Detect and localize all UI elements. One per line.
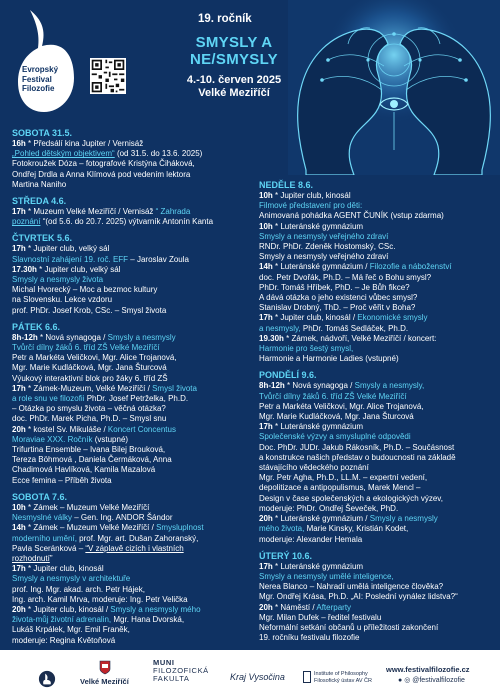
event-title: Smysly a nesmysly, <box>354 381 425 391</box>
event-text: * Luteránské gymnázium / <box>272 514 370 524</box>
program-line <box>12 353 267 363</box>
event-title: Smysly a nesmysly veřejného zdraví <box>259 231 389 241</box>
institute-logo <box>314 671 372 684</box>
program-line <box>259 273 494 283</box>
program-line <box>259 524 494 534</box>
event-time: 17.30h <box>12 264 37 274</box>
event-time: 17h <box>259 313 273 323</box>
program-line <box>12 435 267 445</box>
program-line <box>259 483 494 493</box>
program-line <box>259 514 494 524</box>
program-line <box>12 159 267 169</box>
event-text: Lukáš Krpálek, Mgr. Emil Franěk, <box>12 625 130 635</box>
program-line <box>259 402 494 412</box>
program-line <box>12 564 267 574</box>
faculty-logo <box>153 659 209 683</box>
program-line <box>259 313 494 323</box>
event-text: Tereza Böhmová , Daniela Čermáková, Anna <box>12 455 172 465</box>
event-text: moderuje: Regina Květoňová <box>12 635 116 645</box>
event-time: 17h <box>12 207 26 217</box>
event-text: prof. Mgr. art. Dušan Zahoranský, <box>76 533 199 543</box>
program-line <box>259 582 494 592</box>
event-time: 10h <box>12 502 26 512</box>
day-heading: ČTVRTEK 5.6. <box>12 233 73 244</box>
program-line <box>12 625 267 635</box>
event-text: Neformální setkání občanů u příležitosti zakončení <box>259 622 439 632</box>
program-line <box>259 463 494 473</box>
program-line <box>259 562 494 572</box>
event-time: 17h <box>12 244 26 254</box>
qr-code-icon[interactable] <box>90 58 126 94</box>
event-title: Slavnostní zahájení 19. roč. EFF <box>12 254 129 264</box>
event-title: “ Zahrada <box>155 207 191 217</box>
day-heading: SOBOTA 31.5. <box>12 128 73 138</box>
program-line <box>259 324 494 334</box>
event-time: 20h <box>12 604 26 614</box>
event-time: 10h <box>259 191 273 200</box>
program-line <box>12 285 267 295</box>
event-text: * kostel Sv. Mikuláše / <box>25 424 108 434</box>
event-text: Mgr. Milan Dufek – ředitel festivalu <box>259 612 382 622</box>
event-text: prof. PhDr. Josef Krob, CSc. – Smysl života <box>12 305 167 315</box>
event-text: * Zámek, nádvoří, Velké Meziříčí / koncert: <box>283 333 437 343</box>
festival-dates <box>175 74 293 100</box>
program-line <box>12 414 267 424</box>
event-title: Smysly a nesmysly <box>369 514 438 524</box>
event-text: doc. Petr Dvořák, Ph.D. – Má řeč o Bohu smysl? <box>259 272 432 282</box>
event-text: * Jupiter club, kinosál <box>25 564 104 574</box>
event-title: Smysly a nesmysly v architektuře <box>12 574 131 584</box>
faculty-line: FAKULTA <box>153 674 190 683</box>
program-line <box>12 455 267 465</box>
kraj-vysocina-logo: Kraj Vysočina <box>230 672 285 682</box>
program-line <box>259 283 494 293</box>
event-time: 10h <box>259 221 273 231</box>
event-title: Moraviae XXX. Ročník <box>12 434 93 444</box>
program-line <box>259 381 494 391</box>
program-line <box>259 242 494 252</box>
event-text: * Jupiter club, velký sál <box>36 264 121 274</box>
program-line <box>12 595 267 605</box>
event-text: moderuje: PhDr. Ondřej Ševeček, PhD. <box>259 503 399 513</box>
event-time: 20h <box>12 424 26 434</box>
event-text: * Luteránské gymnázium <box>272 561 364 571</box>
event-title: poznání <box>12 217 41 227</box>
festival-logo-icon <box>16 6 76 116</box>
program-line <box>259 603 494 613</box>
event-text: Animovaná pohádka AGENT ČUNÍK (vstup zdarma) <box>259 211 444 221</box>
event-time: 17h <box>12 383 26 393</box>
event-text: Michal Hvorecký – Moc a bezmoc kultury <box>12 285 158 295</box>
event-text: Pavla Sceránková – <box>12 543 86 553</box>
event-text: Výukový interaktivní blok pro žáky 6. tříd ZŠ <box>12 373 168 383</box>
day-heading: PONDĚLÍ 9.6. <box>259 370 317 381</box>
event-text: Mgr. Marie Kudláčková, Mgr. Jana Šturcová <box>12 363 167 373</box>
event-time: 19.30h <box>259 333 284 343</box>
event-text: Design v čase společenských a ekologických výzev, <box>259 493 443 503</box>
program-line <box>12 343 267 353</box>
program-line <box>12 513 267 523</box>
program-line <box>259 623 494 633</box>
event-title: Smysluplnost <box>156 523 204 533</box>
event-text: “V záplavě cizích i vlastních <box>85 543 184 553</box>
program-line <box>12 333 267 343</box>
event-title: Nesmyslné války <box>12 513 73 523</box>
event-time: 14h <box>259 262 273 272</box>
program-line <box>12 384 267 394</box>
program-line <box>12 139 267 149</box>
logo-line: Filozofie <box>22 84 55 93</box>
event-text: Ing. arch. Kamil Mrva, moderuje: Ing. Petr Velička <box>12 594 188 604</box>
program-line <box>12 465 267 475</box>
event-time: 17h <box>12 564 26 574</box>
program-line <box>12 255 267 265</box>
festival-logo-small-icon <box>38 670 56 688</box>
event-text: Fotokroužek Dóza – fotografové Kristýna Čiháková, <box>12 159 195 169</box>
program-line <box>12 275 267 285</box>
website-link[interactable]: www.festivalfilozofie.cz <box>386 665 470 674</box>
event-text: Ecce femina – Příběh života <box>12 475 112 485</box>
program-line <box>12 244 267 254</box>
program-line <box>259 252 494 262</box>
event-text: “(od 5.6. do 20.7. 2025) výtvarník Antonín Kanta <box>40 217 214 227</box>
event-text: Smysly a nesmysly veřejného zdraví <box>259 252 389 262</box>
event-text: Ondřej Drdla a Anna Klímová pod vedením lektora <box>12 169 191 179</box>
event-title: Společenské výzvy a smysluplné odpovědi <box>259 432 411 442</box>
logo-line: Evropský <box>22 65 59 74</box>
program-line <box>259 443 494 453</box>
event-text: * Zámek – Muzeum Velké Meziříčí / <box>25 523 157 533</box>
program-line <box>259 392 494 402</box>
program-line <box>12 615 267 625</box>
event-text: – Jaroslav Zoula <box>128 254 189 264</box>
event-title: Filozofie a náboženství <box>369 262 452 272</box>
program-line <box>259 191 494 201</box>
event-text: 19. ročníku festivalu filozofie <box>259 633 360 643</box>
program-line <box>12 605 267 615</box>
program-line <box>12 149 267 159</box>
program-line <box>12 554 267 564</box>
event-title: Smysly a nesmysly mého <box>110 604 201 614</box>
event-time: 16h <box>12 139 26 148</box>
program-line <box>259 432 494 442</box>
dates-text: 4.-10. červen 2025 <box>186 74 282 86</box>
program-line <box>12 180 267 190</box>
program-line <box>259 613 494 623</box>
event-text: Harmonie a Harmonie Ladies (vstupné) <box>259 354 399 364</box>
event-text: Marie Kinsky, Kristián Kodet, <box>304 524 409 534</box>
faculty-line: FILOZOFICKÁ <box>153 666 209 675</box>
event-text: Mgr. Ondřej Krása, Ph.D. „AI: Poslední vynález lidstva?“ <box>259 592 458 602</box>
event-text: PhDr. Tomáš Hříbek, PhD. – Je Bůh fikce? <box>259 282 410 292</box>
program-line <box>259 334 494 344</box>
facebook-icon[interactable]: ● <box>398 677 403 684</box>
event-time: 14h <box>12 523 26 533</box>
program-line <box>12 207 267 217</box>
program-line <box>12 534 267 544</box>
partners-footer <box>0 650 500 698</box>
event-time: 20h <box>259 514 273 524</box>
event-time: 17h <box>259 422 273 432</box>
event-time: 8h-12h <box>259 381 285 391</box>
program-line <box>12 170 267 180</box>
event-text: PhDr. Josef Petrželka, Ph.D. <box>84 394 189 404</box>
event-text: Doc. PhDr. JUDr. Jakub Rákosník, Ph.D. – Součásnost <box>259 442 455 452</box>
logo-wordmark <box>22 65 68 94</box>
event-title: Ekonomické smysly <box>357 313 428 323</box>
event-text: a konstrukce našich představ o budoucnosti na základě <box>259 452 456 462</box>
program-line <box>12 445 267 455</box>
program-line <box>259 453 494 463</box>
program-line <box>12 544 267 554</box>
event-title: Smysly a nesmysly <box>107 332 176 342</box>
program-line <box>12 363 267 373</box>
event-text: * Jupiter club, kinosál / <box>25 604 111 614</box>
event-text: * Jupiter club, velký sál <box>25 244 110 254</box>
event-time: 8h-12h <box>12 332 38 342</box>
event-text: – Otázka po smyslu života – věčná otázka? <box>12 404 166 414</box>
event-title: Tvůrčí dílny žáků 6. tříd ZŠ Velké Meziříčí <box>259 391 407 401</box>
event-text: A dává otázka o jeho existenci vůbec smysl? <box>259 293 418 303</box>
event-text: doc. PhDr. Marek Picha, Ph.D. – Smysl snu <box>12 414 167 424</box>
event-title: Smysly a nesmysly života <box>12 275 104 285</box>
event-text: Mgr. Marie Kudláčková, Mgr. Jana Šturcová <box>259 412 414 422</box>
program-line <box>259 222 494 232</box>
event-title: Filmové představení pro děti: <box>259 201 363 211</box>
day-heading: NEDĚLE 8.6. <box>259 180 314 190</box>
title-line: NE/SMYSLY <box>189 51 278 68</box>
event-title: Smysl života <box>152 383 197 393</box>
day-heading: ÚTERÝ 10.6. <box>259 550 313 561</box>
program-line <box>259 293 494 303</box>
program-column-left <box>12 128 267 646</box>
event-text: ” <box>49 553 53 563</box>
program-line <box>259 473 494 483</box>
event-title: Tvůrčí dílny žáků 6. tříd ZŠ Velké Meziříčí <box>12 343 160 353</box>
city-coat-of-arms-icon <box>99 660 111 675</box>
footer-city: Velké Meziříčí <box>80 677 129 686</box>
event-text: Stanislav Drobný, ThD. – Proč věřit v Boha? <box>259 303 416 313</box>
event-title: Afterparty <box>316 602 352 612</box>
program-line <box>12 523 267 533</box>
program-line <box>259 592 494 602</box>
day-heading: SOBOTA 7.6. <box>12 491 68 502</box>
event-time: 20h <box>259 602 273 612</box>
edition-label: 19. ročník <box>198 13 252 25</box>
institute-logo-icon <box>303 671 311 683</box>
program-line <box>259 201 494 211</box>
event-title: a nesmysly, <box>259 323 301 333</box>
social-handle[interactable] <box>398 677 465 685</box>
event-text: rozhodnutí <box>12 553 50 563</box>
event-text: prof. Ing. Mgr. akad. arch. Petr Hájek, <box>12 584 145 594</box>
program-line <box>12 265 267 275</box>
program-line <box>12 217 267 227</box>
program-line <box>259 572 494 582</box>
event-title: Smysly a nesmysly umělé inteligence, <box>259 571 394 581</box>
program-line <box>259 633 494 643</box>
event-text: Mgr. Hana Dvorská, <box>111 615 185 625</box>
event-text: Trifurtina Ensemble – Ivana Bilej Brouková, <box>12 445 166 455</box>
event-text: * Nová synagoga / <box>37 332 108 342</box>
event-text: (vstupné) <box>92 434 129 444</box>
logo-line: Festival <box>22 74 52 84</box>
event-text: na Slovensku. Lekce vzdoru <box>12 295 113 305</box>
program-line <box>259 211 494 221</box>
program-line <box>259 494 494 504</box>
event-title: života-můj životní adrenalin, <box>12 615 112 625</box>
event-text: depolitizace a antipopulismus, Marek Mencl – <box>259 483 421 493</box>
event-text: RNDr. PhDr. Zdeněk Hostomský, CSc. <box>259 242 396 252</box>
program-line <box>12 295 267 305</box>
program-line <box>12 394 267 404</box>
event-text: * Luteránské gymnázium / <box>272 262 370 272</box>
program-line <box>259 412 494 422</box>
event-text: * Jupiter club, kinosál / <box>272 313 358 323</box>
event-text: Petr a Markéta Veličkovi, Mgr. Alice Trojanová, <box>259 401 424 411</box>
program-line <box>259 303 494 313</box>
program-line <box>259 504 494 514</box>
event-text: Nerea Blanco – Nahradí umělá inteligence člověka? <box>259 582 444 592</box>
program-line <box>12 425 267 435</box>
event-title: Koncert Concentus <box>107 424 176 434</box>
event-text: * Zámek – Muzeum Velké Meziříčí <box>25 502 150 512</box>
event-text: * Náměstí / <box>272 602 317 612</box>
social-handle-text: @festivalfilozofie <box>412 677 465 684</box>
program-line <box>12 404 267 414</box>
event-text: * Luteránské gymnázium <box>272 221 364 231</box>
event-text: * Předsálí kina Jupiter / Vernisáž <box>25 139 144 148</box>
faculty-line: MUNI <box>153 658 175 667</box>
event-title: Harmonie pro šestý smysl, <box>259 344 354 354</box>
event-title: mého života, <box>259 524 305 534</box>
program-line <box>12 574 267 584</box>
event-text: Martina Naniho <box>12 179 67 189</box>
event-text: moderuje: Alexander Hemala <box>259 534 363 544</box>
event-text: PhDr. Tomáš Sedláček, Ph.D. <box>300 323 409 333</box>
event-text: (od 31.5. do 13.6. 2025) <box>114 149 203 159</box>
event-title: „Pohled dětským objektivem“ <box>12 149 115 159</box>
program-line <box>259 262 494 272</box>
day-heading: PÁTEK 6.6. <box>12 321 61 332</box>
event-text: – Gen. Ing. ANDOR Šándor <box>72 513 173 523</box>
program-line <box>259 354 494 364</box>
program-line <box>12 503 267 513</box>
program-line <box>259 232 494 242</box>
program-column-right <box>259 180 494 643</box>
program-line <box>12 585 267 595</box>
event-title: a role snu ve filozofii <box>12 394 85 404</box>
program-line <box>12 306 267 316</box>
program-line <box>12 476 267 486</box>
program-line <box>12 374 267 384</box>
institute-line: Institute of Philosophy <box>314 671 368 677</box>
event-text: Mgr. Petr Agha, Ph.D., LL.M. – expertní vedení, <box>259 473 428 483</box>
city-text: Velké Meziříčí <box>198 87 270 99</box>
event-title: moderního umění, <box>12 533 77 543</box>
program-line <box>259 422 494 432</box>
event-text: stávajícího vědeckého poznání <box>259 463 369 473</box>
two-heads-illustration-icon <box>288 0 500 175</box>
event-time: 17h <box>259 561 273 571</box>
institute-line: Filosofický ústav AV ČR <box>314 677 372 684</box>
instagram-icon[interactable]: ◎ <box>404 677 411 684</box>
program-line <box>12 636 267 646</box>
event-text: * Zámek-Muzeum, Velké Meziříčí / <box>25 383 153 393</box>
day-heading: STŘEDA 4.6. <box>12 196 67 207</box>
title-line: SMYSLY A <box>195 34 273 51</box>
event-text: * Luteránské gymnázium <box>272 422 364 432</box>
event-text: Chadimová Havlíková, Kamila Mazalová <box>12 465 156 475</box>
event-text: * Nová synagoga / <box>284 381 355 391</box>
event-text: * Muzeum Velké Meziříčí / Vernisáž <box>25 207 156 217</box>
event-text: Petr a Markéta Veličkovi, Mgr. Alice Trojanová, <box>12 353 177 363</box>
festival-title <box>178 34 290 68</box>
program-line <box>259 344 494 354</box>
program-line <box>259 535 494 545</box>
event-text: * Jupiter club, kinosál <box>272 191 351 200</box>
